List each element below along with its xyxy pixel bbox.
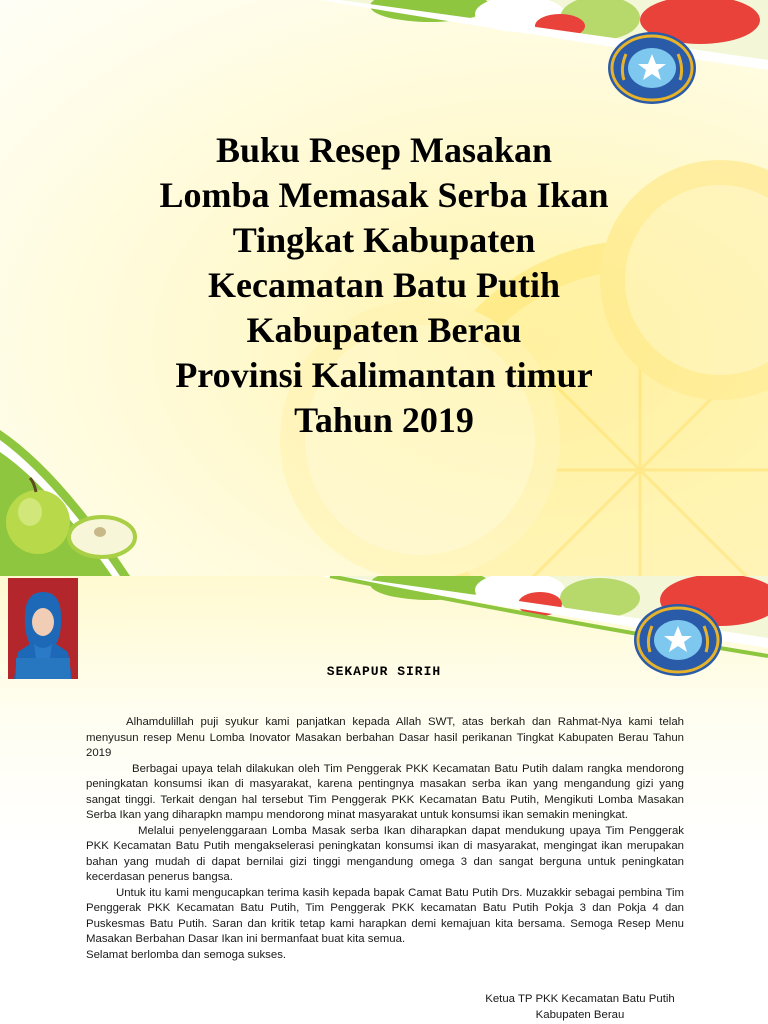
title-line: Kecamatan Batu Putih	[207, 265, 560, 305]
title-line: Tingkat Kabupaten	[232, 220, 536, 260]
title-line: Buku Resep Masakan	[215, 130, 553, 170]
title-line: Tahun 2019	[294, 400, 474, 440]
foreword-slide	[0, 576, 768, 1024]
title-line: Lomba Memasak Serba Ikan	[159, 175, 609, 215]
foreword-body	[86, 715, 684, 963]
foreword-paragraph: Alhamdulillah puji syukur kami panjatkan kepada Allah SWT, atas berkah dan Rahmat-Nya kami telah menyusun resep Menu Lomba Inovator Masakan berbahan Dasar hasil perikanan Tingkat Kabupaten Berau Tahun 2019	[86, 716, 684, 759]
cover-title	[84, 128, 684, 443]
pkk-emblem-icon	[606, 30, 698, 106]
foreword-paragraph: Berbagai upaya telah dilakukan oleh Tim Penggerak PKK Kecamatan Batu Putih dalam rangka mendorong peningkatan konsumsi ikan di masyarakat, karena pentingnya masakan serba ikan yang mengandung gizi yang sangat tinggi. Terkait dengan hal tersebut Tim Penggerak PKK Kecamatan Batu Putih, Mengikuti Lomba Masakan Serba Ikan yang diharapkn mampu mendorong minat masyarakat untuk konsumsi ikan semakin meningkat.	[86, 762, 684, 821]
signature-block	[440, 992, 720, 1023]
foreword-paragraph: Melalui penyelenggaraan Lomba Masak serba Ikan diharapkan dapat mendukung upaya Tim Penggerak PKK Kecamatan Batu Putih mengakselerasi peningkatan konsumsi ikan di masyarakat, mengingat ikan merupakan bahan yang mudah di dapat bernilai gizi tinggi mengandung omega 3 dan sangat berguna untuk peningkatan kecerdasan penerus bangsa.	[86, 824, 684, 883]
foreword-closing: Selamat berlomba dan semoga sukses.	[86, 948, 287, 961]
foreword-paragraph: Untuk itu kami mengucapkan terima kasih kepada bapak Camat Batu Putih Drs. Muzakkir sebagai pembina Tim Penggerak PKK Kecamatan Batu Putih, Tim Penggerak PKK kecamatan Batu Putih Pokja 3 dan Pokja 4 dan Puskesmas Batu Putih. Saran dan kritik tetap kami harapkan demi kemajuan kita bersama. Semoga Resep Menu Masakan Berbahan Dasar Ikan ini bermanfaat buat kita semua.	[86, 886, 684, 945]
title-line: Kabupaten Berau	[246, 310, 522, 350]
signature-line: Ketua TP PKK Kecamatan Batu Putih	[485, 993, 675, 1005]
signature-line: Kabupaten Berau	[535, 1008, 625, 1021]
foreword-heading: SEKAPUR SIRIH	[326, 664, 442, 679]
title-line: Provinsi Kalimantan timur	[175, 355, 593, 395]
